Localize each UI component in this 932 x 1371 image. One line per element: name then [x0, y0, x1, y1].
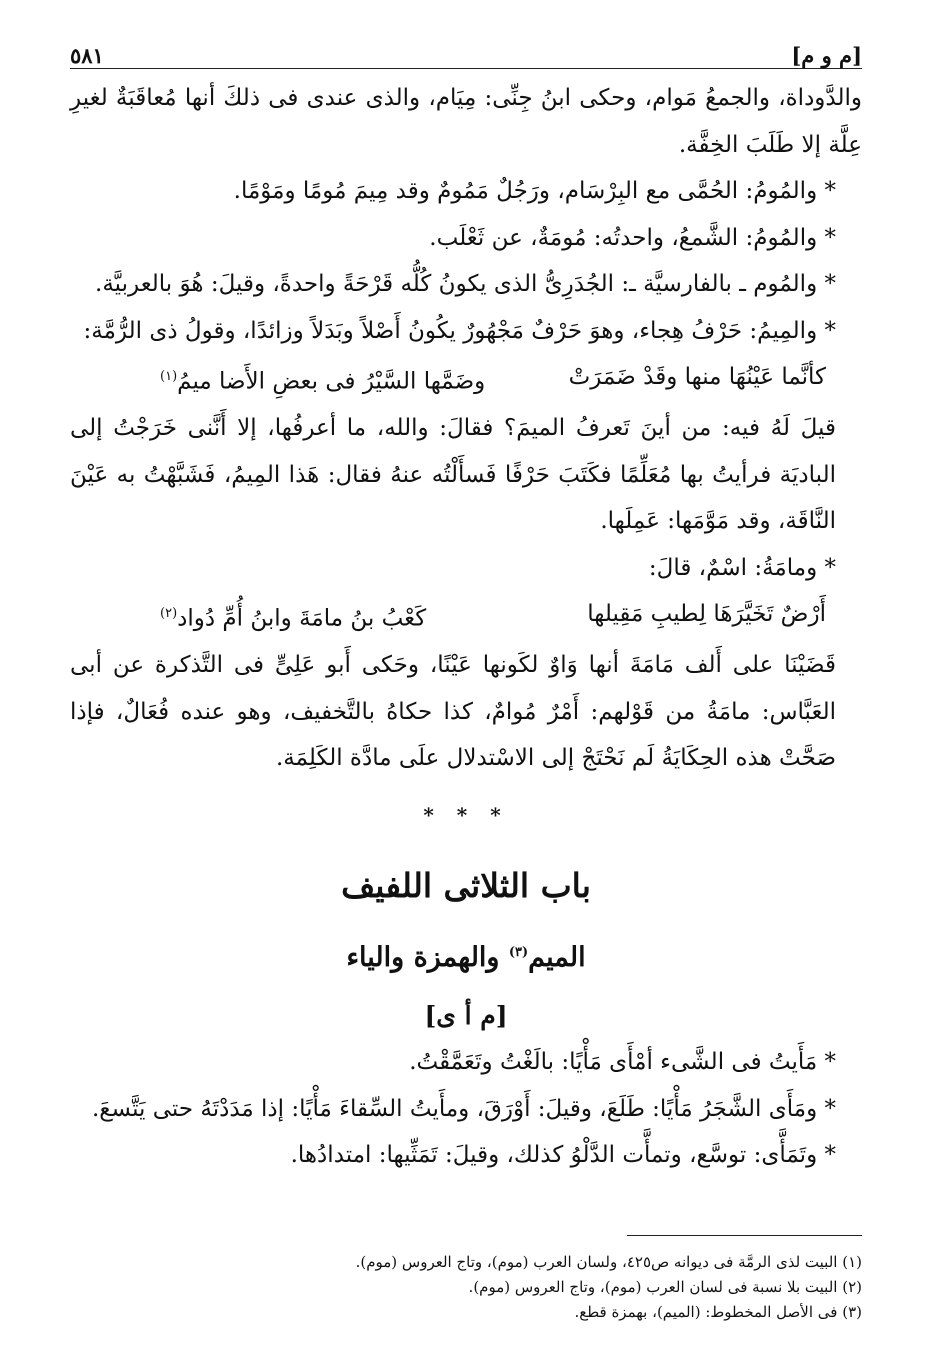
paragraph: والدَّوداة، والجمعُ مَوام، وحكى ابنُ جِنِّى: مِيَام، والذى عندى فى ذلكَ أنها مُعاقَبَةٌ لغيرِ عِلَّة إلا طَلَبَ الخِفَّة. [70, 85, 862, 158]
entry: * مَأَيتُ فى الشَّىء أمْأَى مَأْيًا: بالَغْتُ وتَعَمَّقْتُ. [409, 1049, 836, 1076]
verse-second-half: كَعْبُ بنُ مامَةَ وابنُ أُمِّ دُواد$^{(٢)}$ [160, 605, 427, 632]
footnote-marker: (١) [160, 369, 178, 384]
paragraph: قَضَيْنَا على أَلف مَامَةَ أنها وَاوٌ لكَونها عَيْنًا، وحَكى أَبو عَلِىٍّ فى التَّذكرة عن أبى العَبَّاس: مامَةُ من قَوْلهم: أَمْرٌ مُوامٌ، كذا حكاهُ بالتَّخفيف، وهو عنده فُعَالٌ، فإذا صَحَّتْ هذه الحِكَايَةُ لَم نَحْتَجْ إلى الاسْتدلال علَى مادَّة الكَلِمَة. [70, 652, 836, 772]
page-header [70, 28, 862, 69]
page-number: ٥٨١ [70, 43, 104, 68]
paragraph: قيلَ لَهُ فيه: من أينَ تَعرفُ الميمَ؟ فقالَ: والله، ما أعرفُها، إلا أَنَّنى خَرَجْتُ إلى الباديَة فرأيتُ بها مُعَلِّمًا فكَتَبَ حَرْفًا فَسأَلْتُه عنهُ فقال: هَذا المِيمُ، فَشَبَّهْتُ به عَيْنَ النَّاقَة، وقد مَوَّمَها: عَمِلَها. [70, 415, 836, 535]
entry: * ومَأَى الشَّجَرُ مَأْيًا: طَلَعَ، وقيلَ: أَوْرَقَ، ومأَيتُ السِّقاءَ مَأْيًا: إذا مَدَدْتَهُ حتى يَتَّسعَ. [92, 1095, 836, 1122]
section-separator: * * * [423, 802, 509, 827]
footnote: (٣) فى الأصل المخطوط: (الميم)، بهمزة قطع. [574, 1302, 862, 1321]
paragraph: * والمُومُ: الحُمَّى مع البِرْسَام، ورَجُلٌ مَمُومٌ وقد مِيمَ مُومًا ومَوْمًا. [233, 178, 836, 204]
verse-first-half: أَرْضٌ تَخَيَّرَهَا لِطيبِ مَقِيلها [587, 601, 826, 628]
footnotes [70, 1250, 862, 1325]
section-title: الميم$^{(٣)}$ والهمزة والياء [346, 942, 586, 974]
paragraph: * والمِيمُ: حَرْفُ هِجاء، وهوَ حَرْفٌ مَجْهُورٌ يكُونُ أَصْلاً وبَدَلاً وزائدًا، وقولُ ذى الرُّمَّة: [83, 317, 836, 344]
footnote-rule [627, 1235, 862, 1236]
footnote: (١) البيت لذى الرمَّة فى ديوانه ص٤٢٥، ولسان العرب (موم)، وتاج العروس (موم). [355, 1252, 862, 1271]
main-text [70, 75, 862, 1179]
header-root: [م و م] [791, 43, 862, 68]
footnote-marker: (٣) [508, 945, 529, 961]
paragraph: * والمُوم ـ بالفارسيَّة ـ: الجُدَرِىُّ الذى يكونُ كُلُّه قَرْحَةً واحدةً، وقيلَ: هُوَ بالعربيَّة. [95, 271, 836, 297]
root-label: [م أ ى] [424, 1001, 508, 1031]
paragraph: * والمُومُ: الشَّمعُ، واحدتُه: مُومَةٌ، عن ثَعْلَب. [429, 224, 836, 251]
chapter-title: باب الثلاثى اللفيف [341, 866, 591, 906]
verse-first-half: كأنَّما عَيْنُهَا منها وقَدْ ضَمَرَتْ [568, 364, 826, 390]
verse-second-half: وضَمَّها السَّيْرُ فى بعضِ الأَضا ميمُ$^{(١)}$ [160, 368, 486, 395]
paragraph: * ومامَةُ: اسْمٌ، قالَ: [648, 554, 836, 581]
verse-line [70, 354, 862, 405]
entry: * وتَمَأَّى: توسَّع، وتمأَّت الدَّلْوُ كذلك، وقيلَ: تَمَثِّيها: امتدادُها. [290, 1142, 836, 1169]
verse-line [70, 591, 862, 642]
footnote: (٢) البيت بلا نسبة فى لسان العرب (موم)، وتاج العروس (موم). [468, 1277, 862, 1296]
footnote-marker: (٢) [160, 606, 178, 622]
